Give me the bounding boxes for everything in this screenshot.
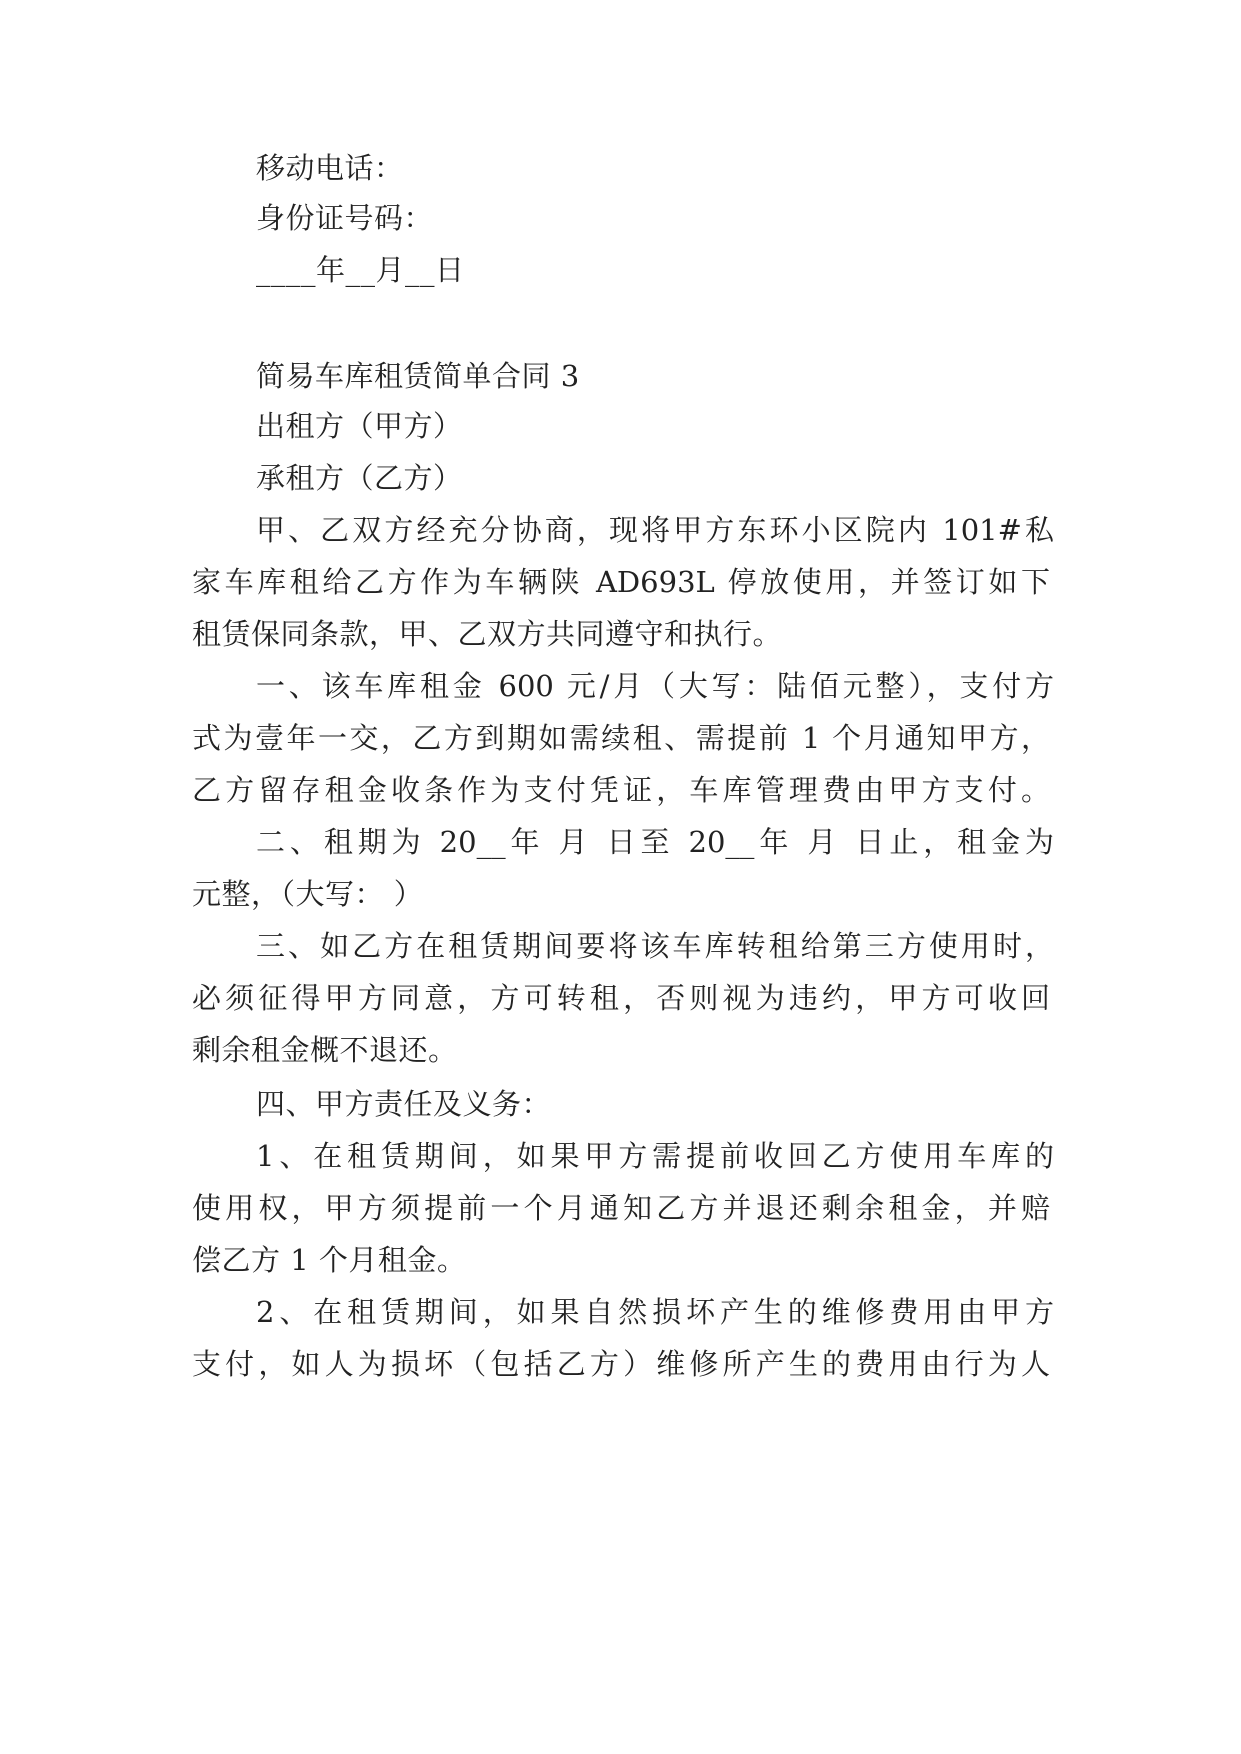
clause1-line-1: 一、该车库租金 600 元/月（大写：陆佰元整），支付方 bbox=[256, 669, 1054, 703]
clause3-line-3: 剩余租金概不退还。 bbox=[192, 1033, 458, 1067]
intro-line-1: 甲、乙双方经充分协商，现将甲方东环小区院内 101#私 bbox=[256, 513, 1054, 547]
item1-line-2: 使用权，甲方须提前一个月通知乙方并退还剩余租金，并赔 bbox=[192, 1191, 1050, 1225]
item2-line-2: 支付，如人为损坏（包括乙方）维修所产生的费用由行为人 bbox=[192, 1347, 1050, 1381]
clause4-title: 四、甲方责任及义务： bbox=[256, 1087, 552, 1121]
mobile-phone-label: 移动电话： bbox=[256, 151, 404, 185]
lessor-label: 出租方（甲方） bbox=[256, 409, 463, 443]
clause3-line-2: 必须征得甲方同意，方可转租，否则视为违约，甲方可收回 bbox=[192, 981, 1050, 1015]
id-number-label: 身份证号码： bbox=[256, 201, 434, 235]
intro-line-3: 租赁保同条款，甲、乙双方共同遵守和执行。 bbox=[192, 617, 783, 651]
clause3-line-1: 三、如乙方在租赁期间要将该车库转租给第三方使用时， bbox=[256, 929, 1054, 963]
item2-line-1: 2、在租赁期间，如果自然损坏产生的维修费用由甲方 bbox=[256, 1295, 1054, 1329]
clause1-line-3: 乙方留存租金收条作为支付凭证，车库管理费由甲方支付。 bbox=[192, 773, 1050, 807]
contract-title: 简易车库租赁简单合同 3 bbox=[256, 359, 580, 393]
clause1-line-2: 式为壹年一交，乙方到期如需续租、需提前 1 个月通知甲方， bbox=[192, 721, 1050, 755]
clause2-line-1: 二、租期为 20__年 月 日至 20__年 月 日止，租金为 bbox=[256, 825, 1054, 859]
item1-line-1: 1、在租赁期间，如果甲方需提前收回乙方使用车库的 bbox=[256, 1139, 1054, 1173]
item1-line-3: 偿乙方 1 个月租金。 bbox=[192, 1243, 467, 1277]
clause2-line-2: 元整，（大写： ） bbox=[192, 877, 424, 911]
intro-line-2: 家车库租给乙方作为车辆陕 AD693L 停放使用，并签订如下 bbox=[192, 565, 1050, 599]
signature-date: ____年__月__日 bbox=[256, 253, 465, 287]
lessee-label: 承租方（乙方） bbox=[256, 461, 463, 495]
